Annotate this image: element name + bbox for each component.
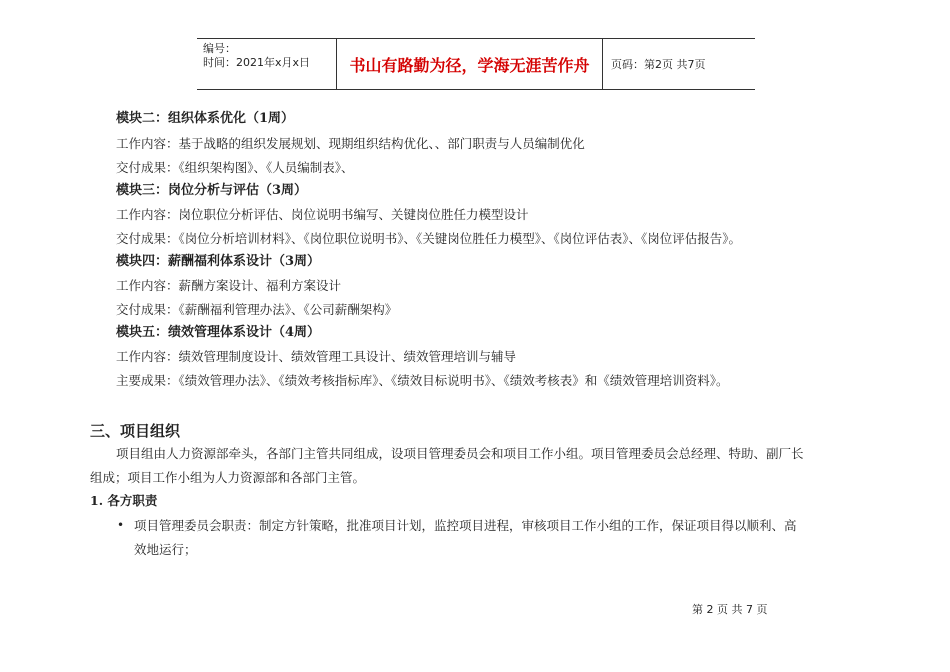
section-3-heading: 三、项目组织 bbox=[90, 422, 181, 440]
header-time-label: 时间：2021年x月x日 bbox=[203, 56, 311, 69]
module-3-deliverable: 交付成果：《岗位分析培训材料》、《岗位职位说明书》、《关键岗位胜任力模型》、《岗位评估表》、《岗位评估报告》。 bbox=[116, 231, 742, 246]
section-3-paragraph-line-2: 组成；项目工作小组为人力资源部和各部门主管。 bbox=[90, 470, 366, 485]
module-4-title: 模块四：薪酬福利体系设计（3周） bbox=[116, 254, 321, 269]
bullet-marker: • bbox=[117, 518, 125, 532]
bullet-line-1: 项目管理委员会职责：制定方针策略，批准项目计划，监控项目进程，审核项目工作小组的工作，保证项目得以顺利、高 bbox=[134, 518, 797, 533]
header-meta bbox=[197, 39, 337, 89]
page-footer: 第 2 页 共 7 页 bbox=[692, 603, 768, 616]
module-2-work: 工作内容：基于战略的组织发展规划、现期组织结构优化、、部门职责与人员编制优化 bbox=[116, 136, 585, 151]
module-3-title: 模块三：岗位分析与评估（3周） bbox=[116, 183, 308, 198]
module-5-deliverable: 主要成果：《绩效管理办法》、《绩效考核指标库》、《绩效目标说明书》、《绩效考核表》和《绩效管理培训资料》。 bbox=[116, 373, 729, 388]
page-header bbox=[197, 38, 755, 90]
module-2-deliverable: 交付成果：《组织架构图》、《人员编制表》、 bbox=[116, 160, 354, 175]
header-page-label: 页码：第2页 共7页 bbox=[611, 58, 706, 71]
bullet-line-2: 效地运行； bbox=[134, 542, 197, 557]
module-4-deliverable: 交付成果：《薪酬福利管理办法》、《公司薪酬架构》 bbox=[116, 302, 398, 317]
module-2-title: 模块二：组织体系优化（1周） bbox=[116, 111, 295, 126]
module-5-work: 工作内容：绩效管理制度设计、绩效管理工具设计、绩效管理培训与辅导 bbox=[116, 349, 517, 364]
header-motto: 书山有路勤为径，学海无涯苦作舟 bbox=[337, 39, 603, 89]
responsibilities-heading: 1. 各方职责 bbox=[90, 493, 158, 508]
header-number-label: 编号： bbox=[203, 42, 236, 55]
module-3-work: 工作内容：岗位职位分析评估、岗位说明书编写、关键岗位胜任力模型设计 bbox=[116, 207, 529, 222]
section-3-paragraph-line-1: 项目组由人力资源部牵头，各部门主管共同组成，设项目管理委员会和项目工作小组。项目管理委员会总经理、特助、副厂长 bbox=[116, 446, 804, 461]
module-4-work: 工作内容：薪酬方案设计、福利方案设计 bbox=[116, 278, 342, 293]
module-5-title: 模块五：绩效管理体系设计（4周） bbox=[116, 325, 321, 340]
